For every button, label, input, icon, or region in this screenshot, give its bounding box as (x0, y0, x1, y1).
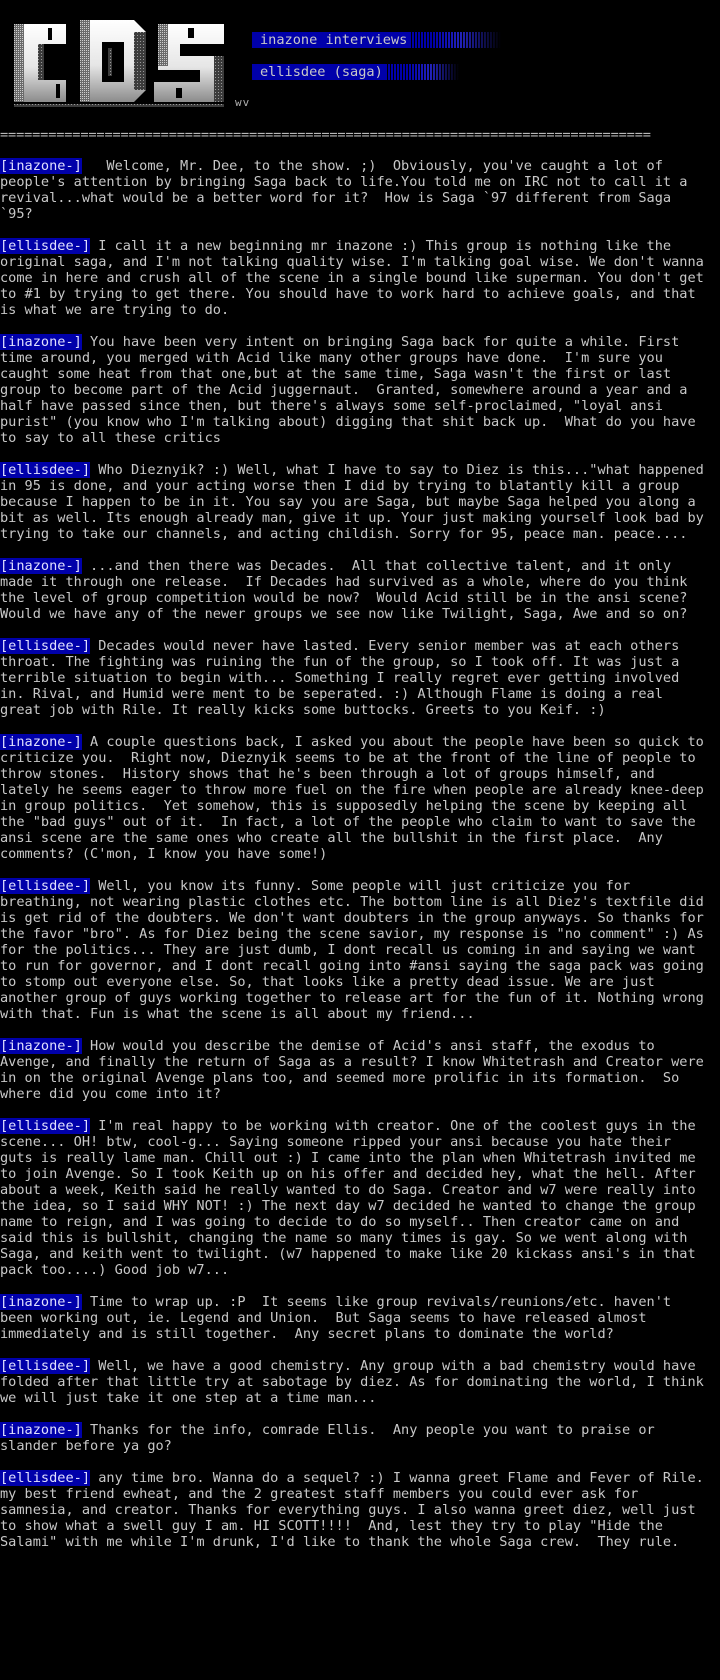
divider-rule: ================================================================================= (0, 127, 651, 143)
header (8, 14, 720, 114)
entry-text: Well, you know its funny. Some people will just criticize you for breathing, not wearing plastic clothes etc. The bottom line is all Diez's textfile did is get rid of the doubters. We don't want doubters in the group anyways. So thanks for the favor "bro". As for Diez being the scene savior, my response is "no comment" :) As for the politics... They are just dumb, I dont recall us coming in and saying we want to run for governor, and I dont recall going into #ansi saying the saga pack was going to stomp out everyone else. So, that looks like a pretty dead issue. We are just another group of guys working together to release art for the fun of it. Nothing wrong with that. Fun is what the scene is all about my friend... (0, 878, 713, 1022)
entry-text: any time bro. Wanna do a sequel? :) I wanna greet Flame and Fever of Rile. my best friend ewheat, and the 2 greatest staff members you could ever ask for samnesia, and creator. Thanks for everything guys. I also wanna greet diez, well just to show what a swell guy I am. HI SCOTT!!!! And, lest they try to play "Hide the Salami" with me while I'm drunk, I'd like to thank the whole Saga crew. They rule. (0, 1470, 713, 1550)
speaker-tag: [inazone-] (0, 558, 82, 574)
interview-transcript (0, 158, 712, 1566)
transcript-entry (0, 638, 712, 718)
title-label: inazone interviews (252, 32, 411, 48)
transcript-entry (0, 878, 712, 1022)
entry-text: ...and then there was Decades. All that collective talent, and it only made it through one release. If Decades had survived as a whole, where do you think the level of group competition would be now? Would Acid still be in the ansi scene? Would we have any of the newer groups we see now like Twilight, Saga, Awe and so on? (0, 558, 704, 622)
interviewee-subtitle (252, 64, 459, 80)
entry-text: You have been very intent on bringing Saga back for quite a while. First time around, you merged with Acid like many other groups have done. I'm sure you caught some heat from that one,but at the same time, Saga wasn't the first or last group to become part of the Acid juggernaut. Granted, somewhere around a year and a half have passed since then, but there's always some self-proclaimed, "loyal ansi purist" (you know who I'm talking about) digging that shit back up. What do you have to say to all these critics (0, 334, 704, 446)
speaker-tag: [ellisdee-] (0, 1470, 91, 1486)
transcript-entry (0, 238, 712, 318)
entry-text: Well, we have a good chemistry. Any group with a bad chemistry would have folded after that little try at sabotage by diez. As for dominating the world, I think we will just take it one step at a time man... (0, 1358, 713, 1406)
entry-text: A couple questions back, I asked you about the people have been so quick to criticize you. Right now, Dieznyik seems to be at the front of the line of people to throw stones. History shows that he's been through a lot of groups himself, and lately he seems eager to throw more fuel on the fire when people are already knee-deep in group politics. Yet somehow, this is supposedly helping the scene by keeping all the "bad guys" out of it. In fact, a lot of the people who claim to want to save the ansi scene are the same ones who create all the bullshit in the first place. Any comments? (C'mon, I know you have some!) (0, 734, 713, 862)
transcript-entry (0, 158, 712, 222)
ansi-block-logo-icon (8, 14, 238, 112)
speaker-tag: [inazone-] (0, 1422, 82, 1438)
transcript-entry (0, 334, 712, 446)
title-fade-bar (411, 32, 501, 48)
speaker-tag: [inazone-] (0, 334, 82, 350)
speaker-tag: [ellisdee-] (0, 878, 91, 894)
transcript-entry (0, 462, 712, 542)
entry-text: How would you describe the demise of Acid's ansi staff, the exodus to Avenge, and finally the return of Saga as a result? I know Whitetrash and Creator were in on the original Avenge plans too, and seemed more prolific in its formation. So where did you come into it? (0, 1038, 713, 1102)
transcript-entry (0, 558, 712, 622)
entry-text: Decades would never have lasted. Every senior member was at each others throat. The fighting was ruining the fun of the group, so I took off. It was just a terrible situation to begin with... Something I really regret ever getting involved in. Rival, and Humid were ment to be seperated. :) Although Flame is doing a real great job with Rile. It really kicks some buttocks. Greets to you Keif. :) (0, 638, 688, 718)
entry-text: Time to wrap up. :P It seems like group revivals/reunions/etc. haven't been working out, ie. Legend and Union. But Saga seems to have released almost immediately and is still together. Any secret plans to dominate the world? (0, 1294, 680, 1342)
transcript-entry (0, 1118, 712, 1278)
transcript-entry (0, 1422, 712, 1454)
logo-signature: wv (235, 96, 251, 109)
transcript-entry (0, 734, 712, 862)
speaker-tag: [ellisdee-] (0, 238, 91, 254)
interview-series-title (252, 32, 501, 48)
speaker-tag: [inazone-] (0, 1294, 82, 1310)
subtitle-fade-bar (387, 64, 459, 80)
subtitle-label: ellisdee (saga) (252, 64, 387, 80)
entry-text: I'm real happy to be working with creator. One of the coolest guys in the scene... OH! btw, cool-g... Saying someone ripped your ansi because you hate their guts is really lame man. Chill out :) I came into the plan when Whitetrash invited me to join Avenge. So I took Keith up on his offer and decided hey, what the hell. After about a week, Keith said he really wanted to do Saga. Creator and w7 were really into the idea, so I said WHY NOT! :) The next day w7 decided he wanted to change the group name to reign, and I was going to decide to do so myself.. Then creator came on and said this is bullshit, changing the name so many times is gay. So we went along with Saga, and keith went to twilight. (w7 happened to make like 20 kickass ansi's in that pack too....) Good job w7... (0, 1118, 704, 1278)
entry-text: Welcome, Mr. Dee, to the show. ;) Obviously, you've caught a lot of people's attention by bringing Saga back to life.You told me on IRC not to call it a revival...what would be a better word for it? How is Saga `97 different from Saga `95? (0, 158, 696, 222)
entry-text: Thanks for the info, comrade Ellis. Any people you want to praise or slander before ya go? (0, 1422, 663, 1454)
speaker-tag: [inazone-] (0, 158, 82, 174)
entry-text: Who Dieznyik? :) Well, what I have to say to Diez is this..."what happened in 95 is done, and your acting worse then I did by trying to blatantly kill a group because I happen to be in it. You say you are Saga, but maybe Saga helped you along a bit as well. Its enough already man, give it up. Your just making yourself look bad by trying to take our channels, and acting childish. Sorry for 95, peace man. peace.... (0, 462, 713, 542)
speaker-tag: [ellisdee-] (0, 462, 91, 478)
speaker-tag: [inazone-] (0, 734, 82, 750)
transcript-entry (0, 1358, 712, 1406)
transcript-entry (0, 1038, 712, 1102)
speaker-tag: [ellisdee-] (0, 1118, 91, 1134)
speaker-tag: [inazone-] (0, 1038, 82, 1054)
entry-text: I call it a new beginning mr inazone :) This group is nothing like the original saga, and I'm not talking quality wise. I'm talking goal wise. We don't wanna come in here and crush all of the scene in a single bound like superman. You don't get to #1 by trying to get there. You should have to work hard to achieve goals, and that is what we are trying to do. (0, 238, 713, 318)
speaker-tag: [ellisdee-] (0, 1358, 91, 1374)
transcript-entry (0, 1470, 712, 1550)
transcript-entry (0, 1294, 712, 1342)
speaker-tag: [ellisdee-] (0, 638, 91, 654)
